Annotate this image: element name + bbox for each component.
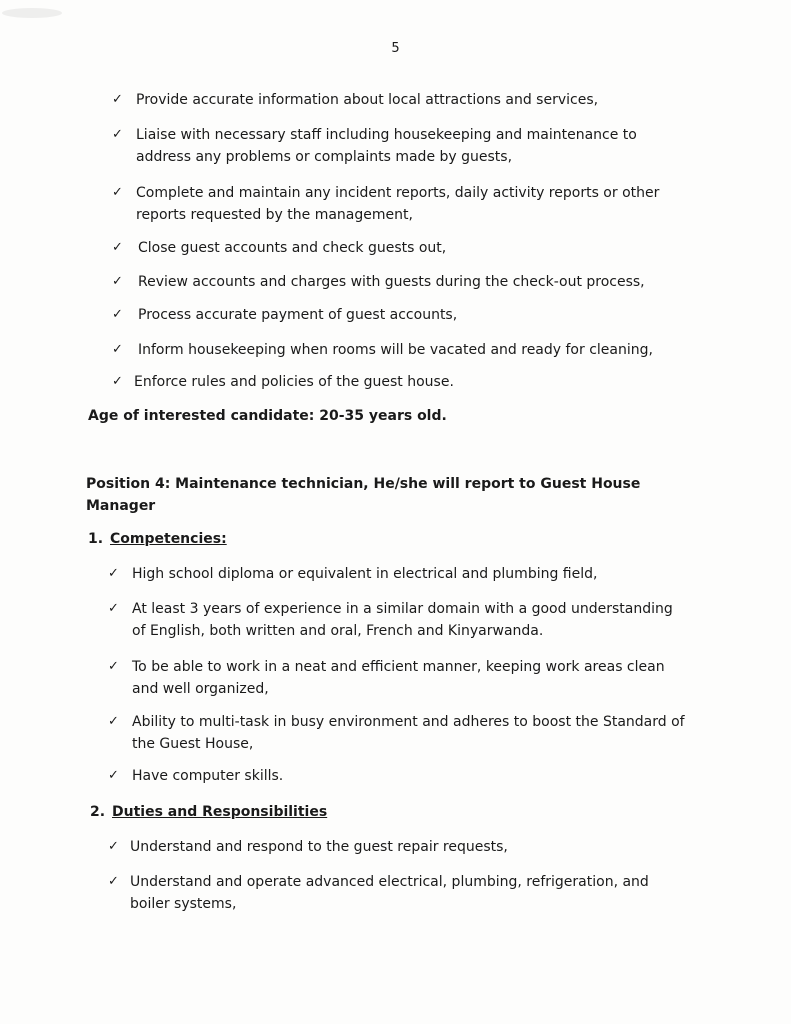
check-icon: ✓ (108, 714, 119, 729)
list-item (112, 271, 682, 293)
list-item-text: To be able to work in a neat and efficient manner, keeping work areas clean and well organized, (132, 659, 665, 697)
list-item (108, 871, 688, 915)
list-item-text: Inform housekeeping when rooms will be vacated and ready for cleaning, (138, 342, 653, 358)
list-item (112, 339, 682, 361)
list-item (112, 182, 682, 226)
check-icon: ✓ (108, 659, 119, 674)
check-icon: ✓ (112, 127, 123, 142)
list-item-text: Review accounts and charges with guests during the check-out process, (138, 274, 645, 290)
list-item-text: Understand and respond to the guest repair requests, (130, 839, 508, 855)
list-item-text: Understand and operate advanced electrical, plumbing, refrigeration, and boiler systems, (130, 874, 649, 912)
list-item (108, 836, 688, 858)
age-requirement: Age of interested candidate: 20-35 years old. (88, 408, 447, 424)
check-icon: ✓ (112, 374, 123, 389)
list-item-text: Close guest accounts and check guests out, (138, 240, 447, 256)
list-item (112, 89, 672, 111)
list-item (108, 598, 688, 642)
check-icon: ✓ (112, 240, 123, 255)
list-item (112, 124, 672, 168)
check-icon: ✓ (112, 307, 123, 322)
section-heading-duties (90, 801, 327, 823)
section-number: 1. (88, 531, 104, 547)
check-icon: ✓ (112, 92, 123, 107)
check-icon: ✓ (108, 768, 119, 783)
list-item (108, 765, 688, 787)
list-item-text: Complete and maintain any incident reports, daily activity reports or other reports requested by the management, (136, 185, 660, 223)
section-title: Duties and Responsibilities (112, 804, 328, 820)
check-icon: ✓ (112, 274, 123, 289)
list-item (112, 371, 672, 393)
section-number: 2. (90, 804, 106, 820)
list-item-text: High school diploma or equivalent in electrical and plumbing field, (132, 566, 598, 582)
list-item-text: Have computer skills. (132, 768, 284, 784)
section-title: Competencies: (110, 531, 227, 547)
list-item (108, 563, 688, 585)
check-icon: ✓ (112, 342, 123, 357)
list-item-text: Provide accurate information about local attractions and services, (136, 92, 599, 108)
list-item-text: At least 3 years of experience in a similar domain with a good understanding of English, both written and oral, French and Kinyarwanda. (132, 601, 673, 639)
check-icon: ✓ (108, 839, 119, 854)
list-item (108, 656, 688, 700)
check-icon: ✓ (108, 874, 119, 889)
check-icon: ✓ (112, 185, 123, 200)
page-number: 5 (391, 41, 400, 56)
check-icon: ✓ (108, 601, 119, 616)
check-icon: ✓ (108, 566, 119, 581)
list-item-text: Liaise with necessary staff including housekeeping and maintenance to address any problems or complaints made by guests, (136, 127, 637, 165)
list-item-text: Process accurate payment of guest accounts, (138, 307, 458, 323)
list-item (112, 237, 672, 259)
position-heading: Position 4: Maintenance technician, He/she will report to Guest House Manager (86, 476, 641, 514)
list-item-text: Ability to multi-task in busy environment and adheres to boost the Standard of the Guest House, (132, 714, 685, 752)
list-item-text: Enforce rules and policies of the guest house. (134, 374, 454, 390)
section-heading-competencies (88, 528, 227, 550)
list-item (112, 304, 672, 326)
scan-smudge (2, 8, 62, 18)
list-item (108, 711, 688, 755)
